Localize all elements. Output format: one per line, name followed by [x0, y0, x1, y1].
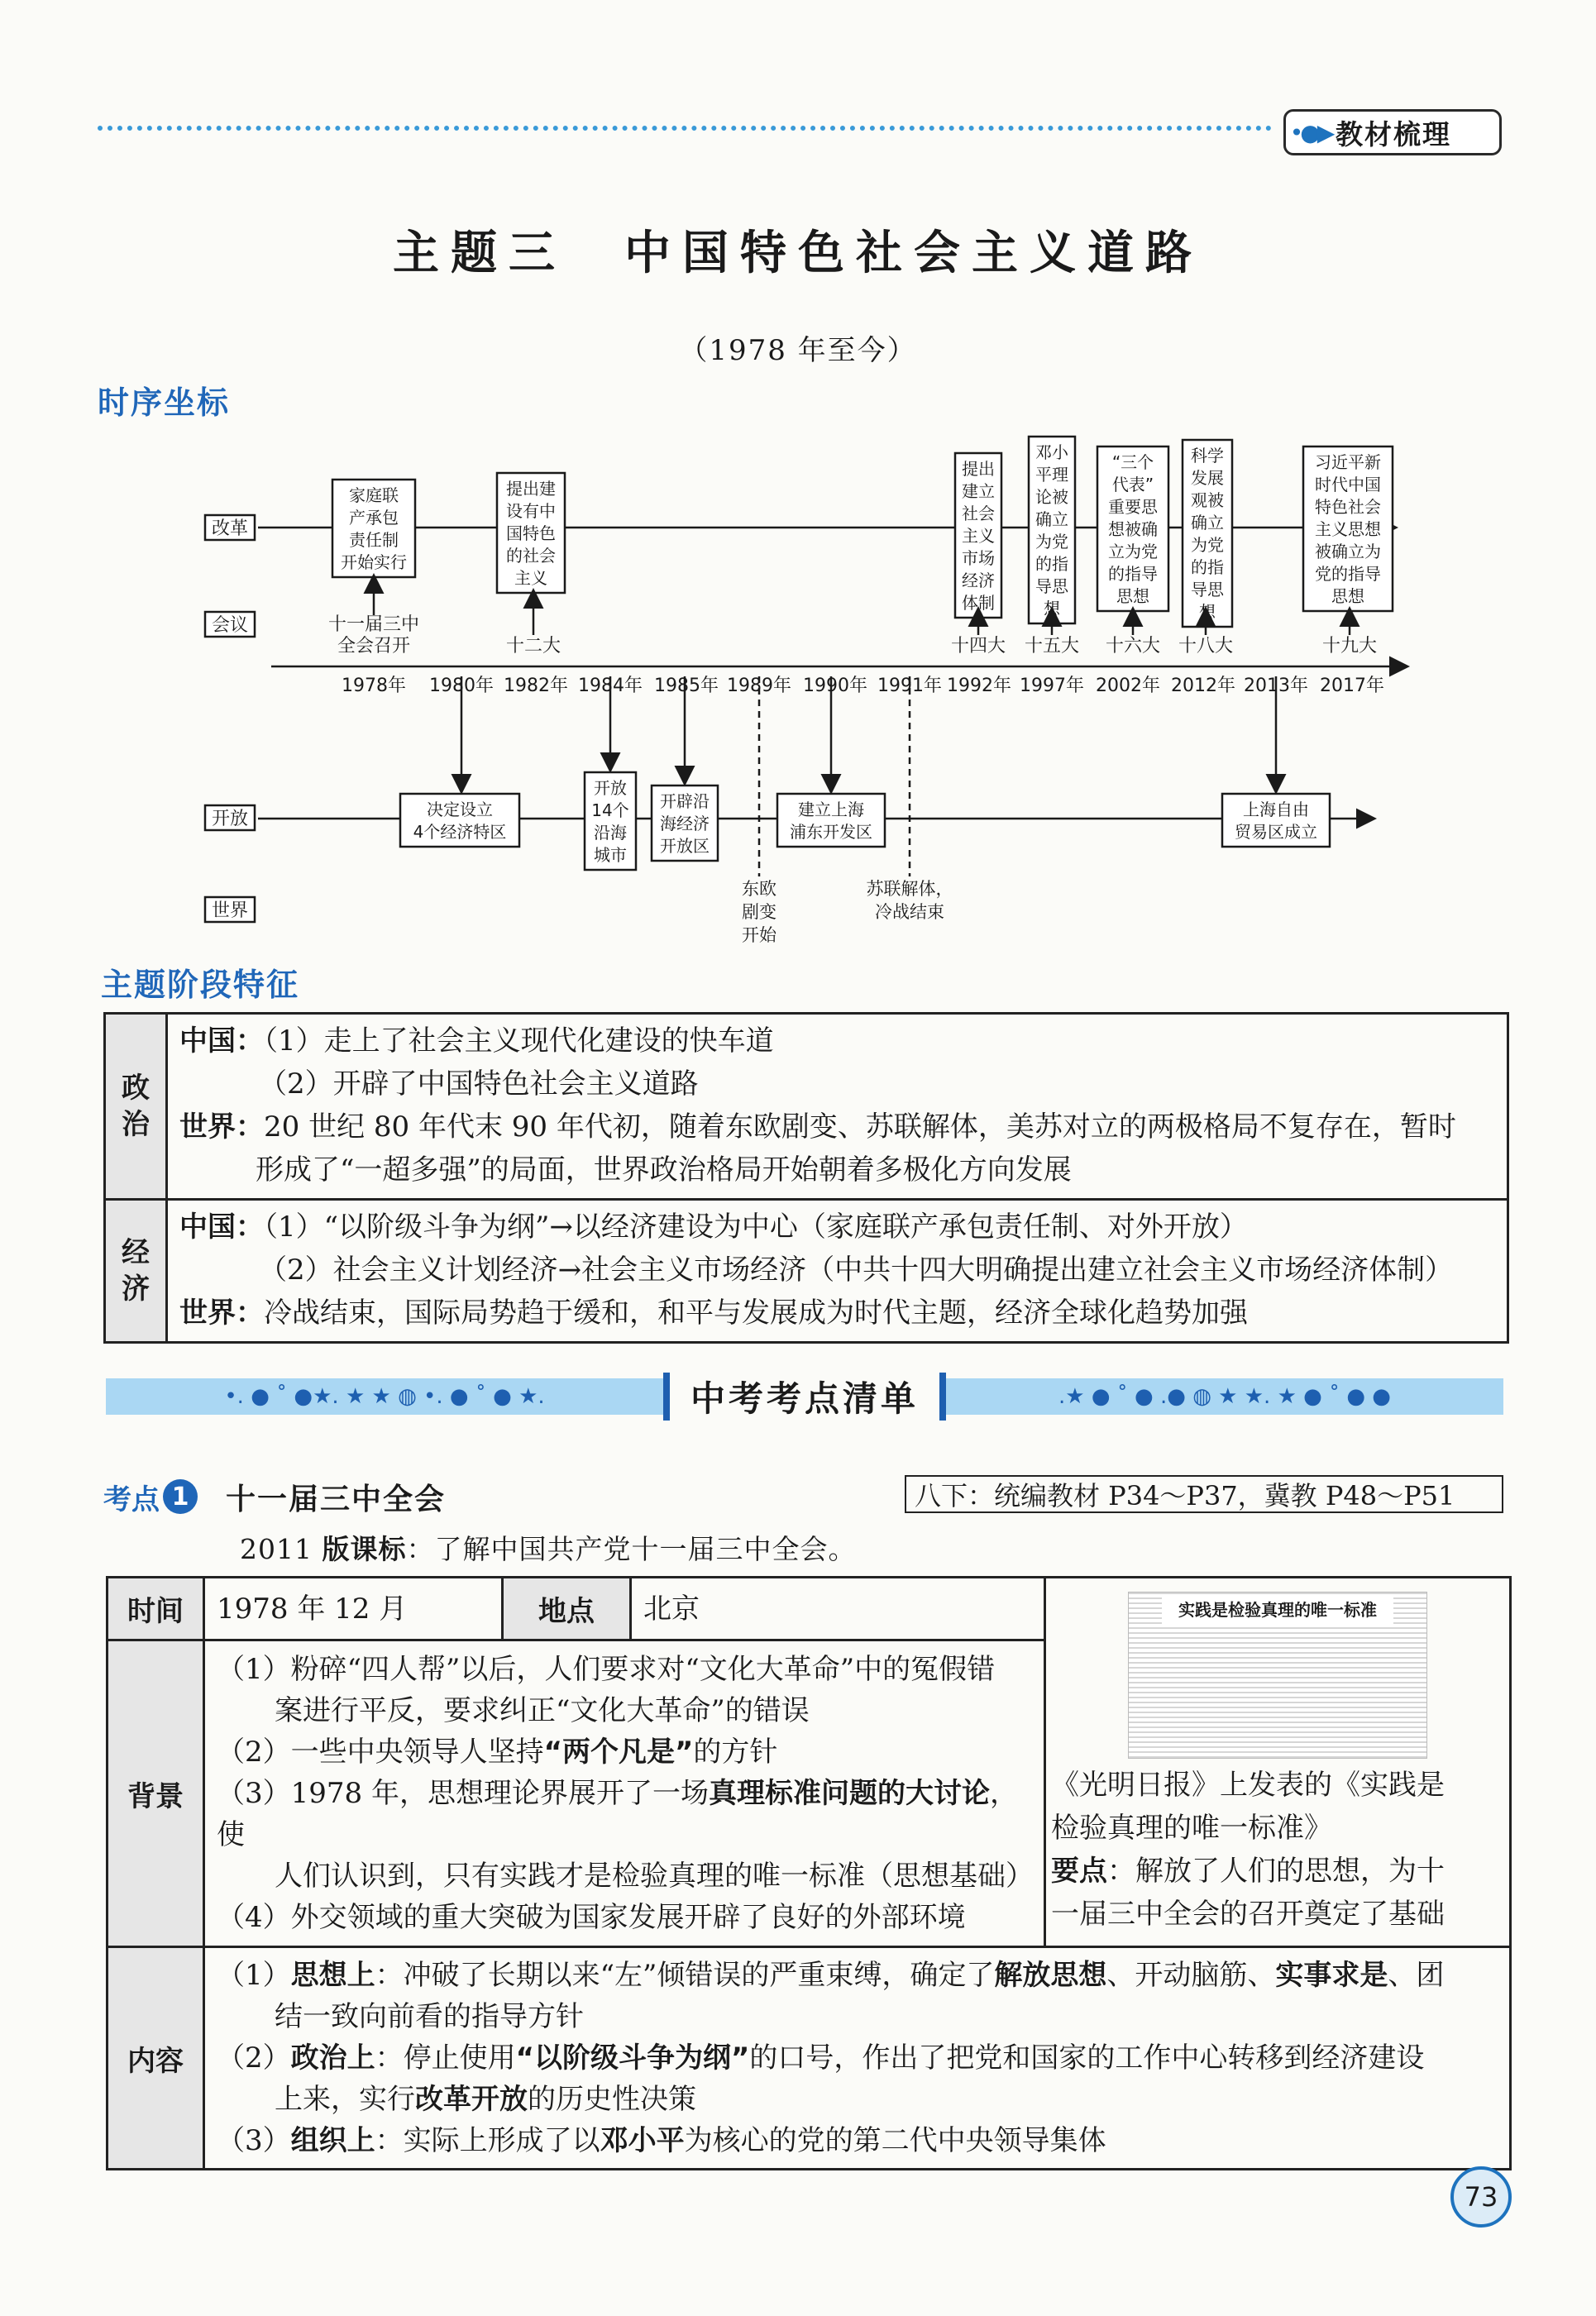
world-event-label: 冷战结束 [875, 902, 944, 922]
content-label: 内容 [108, 1947, 204, 2170]
reform-box-line: 建立 [962, 481, 995, 501]
features-heading: 主题阶段特征 [101, 966, 300, 1003]
key-label: 要点 [1051, 1855, 1107, 1888]
content-1 [217, 1955, 1498, 1996]
banner-deco-left: •. ● ˚ ●★. ★ ★ ◍ •. ● ˚ ● ★. [106, 1378, 663, 1415]
reform-box-line: 的指 [1035, 554, 1068, 574]
reform-box-line: 的指导 [1108, 564, 1158, 584]
text: ：停止使用 [375, 2041, 516, 2075]
open-box-line: 决定设立 [427, 800, 493, 819]
emph: 组织上 [290, 2124, 375, 2157]
world-event-label: 剧变 [742, 902, 776, 922]
reform-box-line: 导思 [1035, 576, 1068, 596]
open-box-line: 浦东开发区 [790, 822, 872, 842]
text: 的方针 [693, 1736, 778, 1769]
reform-box-line: “三个 [1111, 452, 1154, 472]
open-box-line: 上海自由 [1243, 800, 1309, 819]
reform-box-line: 时代中国 [1315, 475, 1381, 494]
row-label-world: 世界 [211, 900, 249, 921]
banner-bar [663, 1373, 670, 1421]
text: 为核心的党的第二代中央领导集体 [684, 2124, 1106, 2157]
text: （3）1978 年，思想理论界展开了一场 [217, 1777, 709, 1811]
meeting-label: 十六大 [1105, 636, 1161, 657]
reform-box-line: 想 [1044, 599, 1060, 618]
text: （1）“以阶级斗争为纲”→以经济建设为中心（家庭联产承包责任制、对外开放） [264, 1211, 1248, 1244]
emph: “两个凡是” [543, 1736, 694, 1769]
content-3 [217, 2120, 1498, 2161]
politics-label-char: 政 [122, 1072, 150, 1105]
reform-box-line: 经济 [962, 571, 995, 590]
content-1b: 结一致向前看的指导方针 [275, 2000, 584, 2033]
reform-box-line: 习近平新 [1315, 452, 1381, 472]
detail-table [106, 1576, 1512, 2170]
reform-box-line: 发展 [1191, 468, 1224, 488]
content-2 [217, 2037, 1498, 2079]
reform-box-line: 立为党 [1108, 542, 1158, 561]
reform-box-line: 平理 [1035, 465, 1068, 485]
meeting-label: 全会召开 [337, 636, 411, 657]
reform-box-line: 提出建 [506, 479, 556, 499]
year-tick-label: 1990年 [803, 676, 867, 696]
features-table [103, 1012, 1509, 1344]
text: ，使 [217, 1777, 1018, 1852]
reform-box-line: 被确立为 [1315, 542, 1381, 561]
reform-box-line: 为党 [1191, 535, 1224, 555]
banner-title: 中考考点清单 [690, 1378, 919, 1419]
banner-bar [939, 1373, 946, 1421]
reform-box-line: 开始实行 [341, 552, 407, 572]
exam-point-title: 十一届三中全会 [226, 1482, 447, 1516]
economy-label-char: 济 [122, 1273, 150, 1306]
exam-point-number: 1 [163, 1479, 198, 1514]
reform-box-line: 思想 [1116, 586, 1149, 606]
reform-box-line: 社会 [962, 504, 995, 523]
politics-china-2: （2）开辟了中国特色社会主义道路 [259, 1067, 699, 1101]
newspaper-key-2: 一届三中全会的召开奠定了基础 [1051, 1898, 1445, 1931]
politics-label-char: 治 [122, 1108, 150, 1141]
reform-box-line: 体制 [962, 593, 995, 613]
reform-box-line: 重要思 [1108, 497, 1158, 517]
open-box-line: 4个经济特区 [413, 822, 507, 842]
text: （3） [217, 2124, 291, 2157]
open-box-line: 14个 [591, 800, 629, 820]
year-tick-label: 1984年 [578, 676, 643, 696]
meeting-label: 十二大 [505, 636, 561, 657]
reform-box-line: 市场 [962, 548, 995, 568]
economy-label [105, 1200, 167, 1343]
emph: 真理标准问题的大讨论 [708, 1777, 990, 1811]
exam-points-banner [106, 1373, 1503, 1421]
year-tick-label: 2012年 [1171, 676, 1235, 696]
emph: 实事求是 [1275, 1959, 1388, 1992]
text: 20 世纪 80 年代末 90 年代初，随着东欧剧变、苏联解体，美苏对立的两极格局不复存在，暂时 [264, 1110, 1456, 1144]
open-box-line: 城市 [594, 845, 627, 865]
reform-box-line: 的指 [1191, 557, 1224, 577]
reform-box-line: 科学 [1191, 446, 1224, 466]
reform-box-line: 产承包 [349, 508, 399, 528]
newspaper-caption-2: 检验真理的唯一标准》 [1051, 1812, 1332, 1845]
reform-box-line: 想被确 [1108, 519, 1158, 539]
text: 的口号，作出了把党和国家的工作中心转移到经济建设 [749, 2041, 1425, 2075]
std-label: 版课标 [322, 1533, 407, 1565]
page-number: 73 [1450, 2166, 1512, 2228]
row-label-reform: 改革 [211, 518, 249, 539]
text: 冷战结束，国际局势趋于缓和，和平与发展成为时代主题，经济全球化趋势加强 [264, 1296, 1248, 1330]
text: （1） [217, 1959, 291, 1992]
reform-box-line: 想 [1199, 602, 1216, 622]
economy-world-1 [179, 1292, 1495, 1335]
year-tick-label: 2013年 [1244, 676, 1308, 696]
place-label: 地点 [503, 1578, 631, 1640]
row-label-meeting: 会议 [211, 615, 249, 636]
world-label: 世界： [179, 1110, 264, 1144]
politics-content [167, 1014, 1508, 1200]
content-2b [217, 2079, 1498, 2120]
page-title: 主题三 中国特色社会主义道路 [393, 226, 1203, 280]
reform-box-line: 主义 [514, 568, 547, 588]
timeline-diagram [0, 413, 1596, 959]
banner-deco-right: .★ ● ˚ ● .● ◍ ★ ★. ★ ● ˚ ● ● [946, 1378, 1503, 1415]
reform-box-line: 思想 [1331, 586, 1364, 606]
reform-box-line: 国特色 [506, 523, 556, 543]
bg-2 [217, 1731, 1032, 1773]
emph: 邓小平 [600, 2124, 685, 2157]
bg-1b: 案进行平反，要求纠正“文化大革命”的错误 [275, 1694, 810, 1728]
year-tick-label: 1997年 [1020, 676, 1084, 696]
world-event-label: 东欧 [742, 879, 776, 899]
time-label: 时间 [108, 1578, 204, 1640]
open-box-line: 建立上海 [798, 800, 864, 819]
newspaper-key-1 [1051, 1850, 1504, 1893]
meeting-label: 十八大 [1178, 636, 1234, 657]
reform-box-line: 确立 [1035, 509, 1068, 529]
curriculum-standard [240, 1528, 856, 1567]
reform-box-line: 确立 [1191, 513, 1224, 532]
reform-box-line: 主义 [962, 526, 995, 546]
reform-box-line: 为党 [1035, 532, 1068, 552]
text: （2） [217, 2041, 291, 2075]
year-tick-label: 1978年 [342, 676, 406, 696]
open-box-line: 开辟沿 [660, 791, 710, 811]
header-dotted-line [98, 126, 1272, 131]
year-tick-label: 2002年 [1096, 676, 1160, 696]
reform-box-line: 主义思想 [1315, 519, 1381, 539]
bg-4: （4）外交领域的重大突破为国家发展开辟了良好的外部环境 [217, 1901, 966, 1935]
world-event-label: 开始 [742, 925, 776, 945]
reform-box-line: 观被 [1191, 490, 1224, 510]
timeline-heading: 时序坐标 [98, 384, 231, 421]
year-tick-label: 1992年 [947, 676, 1011, 696]
std-year: 2011 [240, 1533, 323, 1565]
newspaper-panel [1045, 1578, 1511, 1947]
politics-world-2: 形成了“一超多强”的局面，世界政治格局开始朝着多极化方向发展 [256, 1153, 1072, 1187]
open-box-line: 海经济 [660, 814, 710, 833]
politics-world-1 [179, 1105, 1495, 1148]
reform-box-line: 提出 [962, 459, 995, 479]
year-tick-label: 1991年 [877, 676, 942, 696]
section-tag-label: 教材梳理 [1336, 117, 1451, 150]
text: 的历史性决策 [528, 2083, 696, 2116]
text: 、开动脑筋、 [1106, 1959, 1276, 1992]
reform-box-line: 论被 [1035, 487, 1068, 507]
world-label: 世界： [179, 1296, 264, 1330]
exam-point-label: 考点 [103, 1483, 160, 1516]
politics-china-1 [179, 1020, 1495, 1062]
meeting-label: 十一届三中 [327, 614, 420, 635]
time-value: 1978 年 12 月 [204, 1578, 503, 1640]
text: 上来，实行 [275, 2083, 415, 2116]
reform-box-line: 邓小 [1035, 442, 1068, 462]
background-content [204, 1640, 1045, 1947]
text: ：实际上形成了以 [375, 2124, 600, 2157]
row-label-opening: 开放 [211, 809, 249, 829]
economy-china-2: （2）社会主义计划经济→社会主义市场经济（中共十四大明确提出建立社会主义市场经济体制） [259, 1254, 1454, 1287]
meeting-label: 十五大 [1024, 636, 1080, 657]
section-tag [1283, 109, 1502, 155]
text: 、团 [1388, 1959, 1445, 1992]
year-tick-label: 1980年 [429, 676, 494, 696]
textbook-reference: 八下：统编教材 P34～P37，冀教 P48～P51 [905, 1475, 1503, 1513]
economy-label-char: 经 [122, 1236, 150, 1269]
meeting-label: 十九大 [1321, 636, 1378, 657]
std-text: ：了解中国共产党十一届三中全会。 [406, 1533, 857, 1565]
open-box-line: 开放 [594, 778, 627, 798]
arrow-dots-icon: •●▶ [1289, 118, 1332, 146]
page-subtitle: （1978 年至今） [679, 334, 917, 367]
content-body [204, 1947, 1511, 2170]
bg-3b: 人们认识到，只有实践才是检验真理的唯一标准（思想基础） [275, 1860, 1034, 1893]
newspaper-image [1128, 1592, 1427, 1759]
year-tick-label: 1982年 [504, 676, 568, 696]
text: （2）一些中央领导人坚持 [217, 1736, 544, 1769]
text: （1）走上了社会主义现代化建设的快车道 [264, 1024, 774, 1058]
place-value: 北京 [631, 1578, 1045, 1640]
text: ：解放了人们的思想，为十 [1107, 1855, 1445, 1888]
economy-china-1 [179, 1206, 1495, 1249]
bg-3 [217, 1773, 1032, 1855]
world-event-label: 苏联解体， [866, 879, 953, 899]
china-label: 中国： [179, 1024, 264, 1058]
emph: 改革开放 [415, 2083, 528, 2116]
reform-box-line: 代表” [1111, 475, 1154, 494]
open-box-line: 开放区 [660, 836, 710, 856]
year-tick-label: 2017年 [1320, 676, 1384, 696]
text: ：冲破了长期以来“左”倾错误的严重束缚，确定了 [375, 1959, 995, 1992]
emph: 解放思想 [994, 1959, 1107, 1992]
reform-box-line: 的社会 [506, 546, 556, 566]
open-box-line: 贸易区成立 [1235, 822, 1317, 842]
reform-box-line: 家庭联 [349, 485, 399, 505]
bg-1a: （1）粉碎“四人帮”以后，人们要求对“文化大革命”中的冤假错 [217, 1653, 996, 1687]
open-box-line: 沿海 [594, 823, 627, 843]
reform-box-line: 责任制 [349, 530, 399, 550]
year-tick-label: 1985年 [654, 676, 719, 696]
emph: 政治上 [290, 2041, 375, 2075]
year-tick-label: 1989年 [727, 676, 791, 696]
reform-box-line: 导思 [1191, 580, 1224, 599]
politics-label [105, 1014, 167, 1200]
emph: “以阶级斗争为纲” [515, 2041, 750, 2075]
reform-box-line: 党的指导 [1315, 564, 1381, 584]
china-label: 中国： [179, 1211, 264, 1244]
newspaper-caption-1: 《光明日报》上发表的《实践是 [1051, 1769, 1445, 1802]
reform-box-line: 设有中 [506, 501, 556, 521]
emph: 思想上 [290, 1959, 375, 1992]
background-label: 背景 [108, 1640, 204, 1947]
exam-point-header [103, 1473, 446, 1520]
newspaper-title: 实践是检验真理的唯一标准 [1162, 1596, 1393, 1624]
reform-box-line: 特色社会 [1315, 497, 1381, 517]
economy-content [167, 1200, 1508, 1343]
meeting-label: 十四大 [950, 636, 1006, 657]
